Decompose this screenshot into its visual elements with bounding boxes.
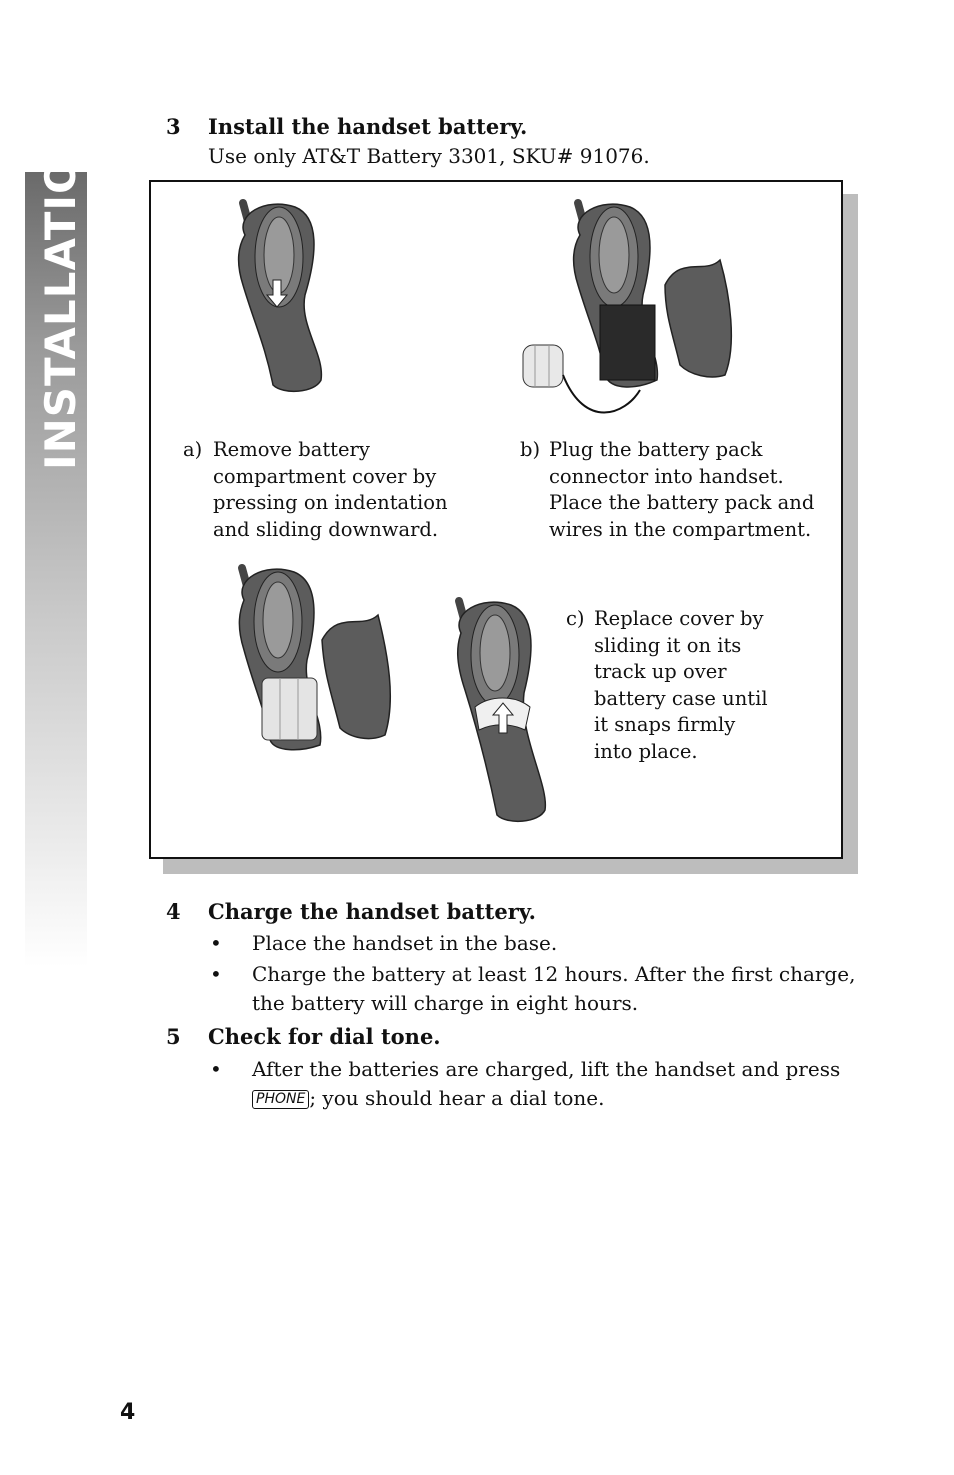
phone-key-icon: PHONE bbox=[252, 1090, 309, 1109]
caption-text: Remove battery compartment cover by pressing on indentation and sliding downward. bbox=[213, 438, 448, 541]
caption-c bbox=[566, 606, 786, 771]
step-number: 4 bbox=[166, 899, 181, 924]
section-tab-label: INSTALLATION bbox=[36, 121, 85, 470]
bullet-marker: • bbox=[210, 962, 222, 986]
bullet-marker: • bbox=[210, 931, 222, 955]
caption-text: Plug the battery pack connector into handset. Place the battery pack and wires in the compartment. bbox=[549, 438, 815, 541]
caption-a bbox=[183, 437, 473, 547]
caption-label: b) bbox=[520, 438, 541, 461]
page-number: 4 bbox=[120, 1400, 136, 1425]
step-5-text-end: ; you should hear a dial tone. bbox=[309, 1086, 605, 1110]
step-5-heading bbox=[166, 1024, 441, 1049]
step-4-heading bbox=[166, 899, 536, 924]
bullet-marker: • bbox=[210, 1057, 222, 1081]
step-4-bullet: Place the handset in the base. bbox=[252, 931, 558, 955]
handset-illustration-c2 bbox=[445, 595, 555, 825]
caption-label: a) bbox=[183, 438, 203, 461]
caption-label: c) bbox=[566, 607, 585, 630]
step-title: Charge the handset battery. bbox=[208, 899, 536, 924]
handset-illustration-b bbox=[515, 195, 745, 430]
step-3-heading bbox=[166, 114, 527, 139]
step-4-bullet: Charge the battery at least 12 hours. After the first charge, the battery will charge in eight hours. bbox=[252, 962, 856, 1015]
step-number: 5 bbox=[166, 1024, 181, 1049]
caption-text: Replace cover by sliding it on its track up over battery case until it snaps firmly into place. bbox=[594, 607, 768, 763]
handset-illustration-a bbox=[225, 195, 335, 395]
caption-b bbox=[520, 437, 830, 547]
step-3-subtitle: Use only AT&T Battery 3301, SKU# 91076. bbox=[208, 144, 650, 168]
handset-illustration-c1 bbox=[230, 560, 400, 755]
step-number: 3 bbox=[166, 114, 181, 139]
step-title: Check for dial tone. bbox=[208, 1024, 441, 1049]
step-5-bullet bbox=[252, 1055, 852, 1113]
step-5-text: After the batteries are charged, lift the handset and press bbox=[252, 1057, 841, 1081]
step-title: Install the handset battery. bbox=[208, 114, 528, 139]
